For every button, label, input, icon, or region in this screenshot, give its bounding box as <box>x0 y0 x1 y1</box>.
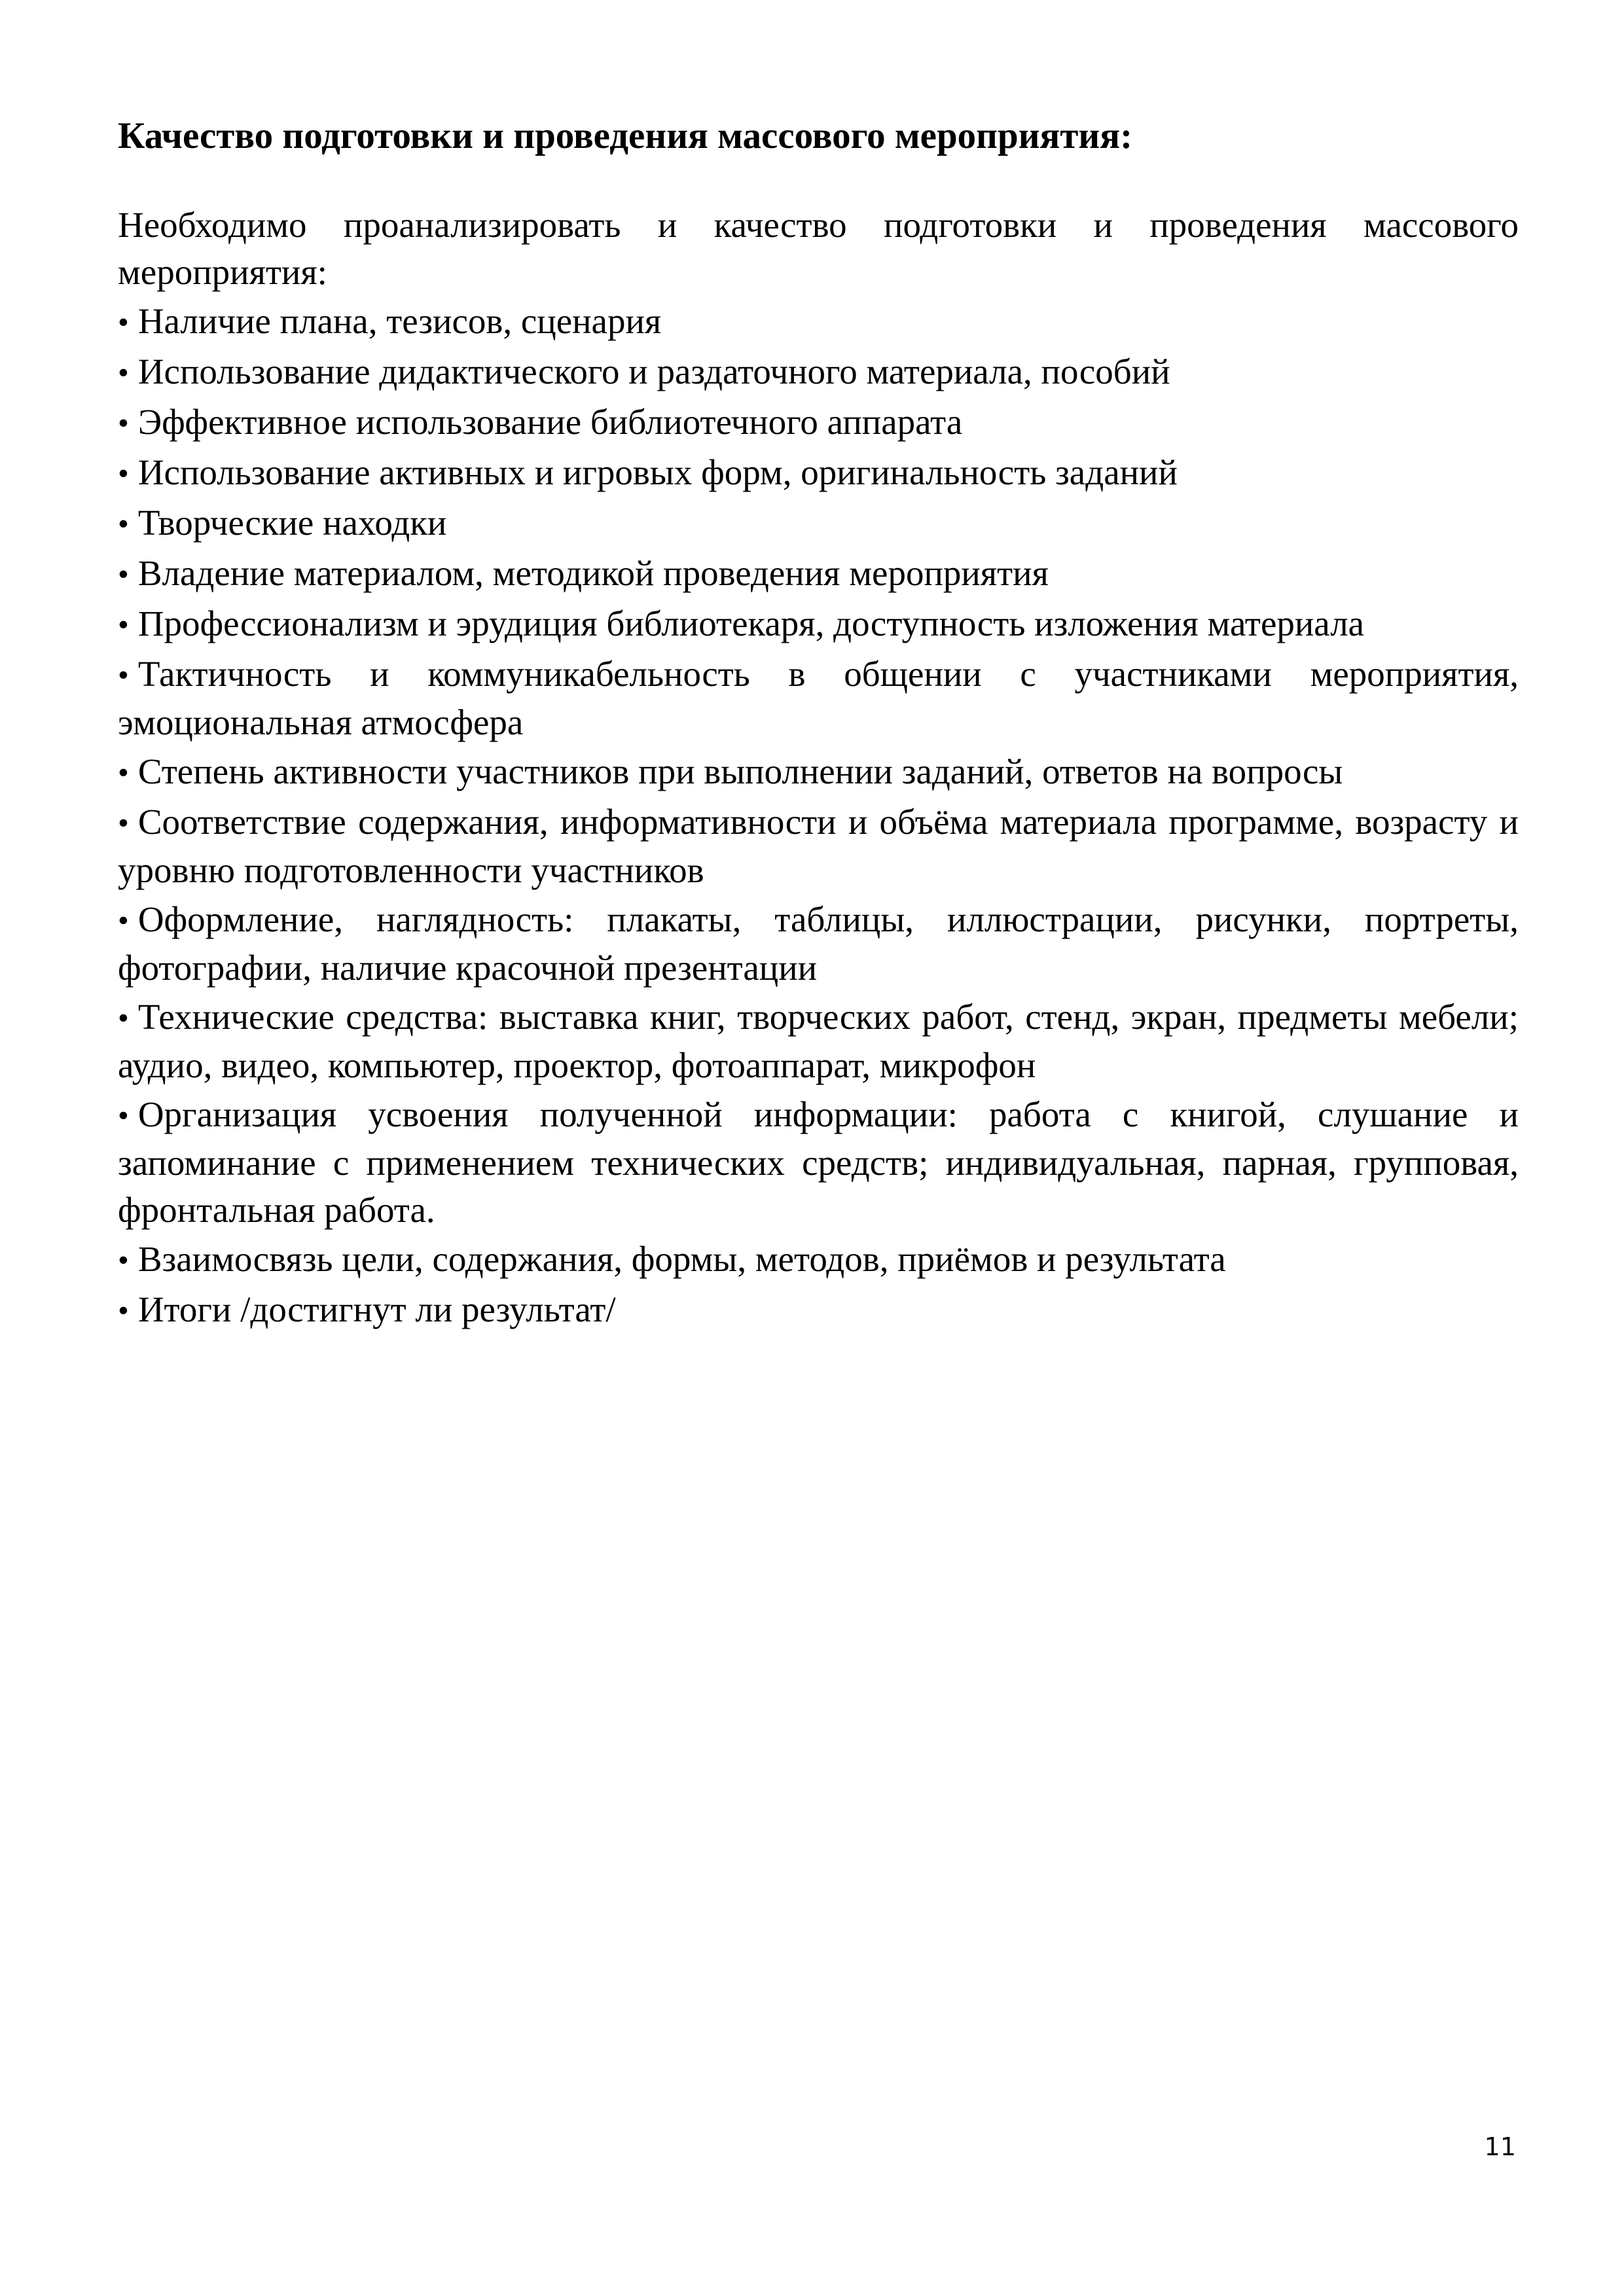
criteria-list <box>118 298 1519 1335</box>
bullet-icon: • <box>118 658 129 692</box>
list-item-text: Оформление, наглядность: плакаты, таблицы, иллюстрации, рисунки, портреты, фотографии, наличие красочной презентации <box>118 899 1519 988</box>
list-item-text: Степень активности участников при выполнении заданий, ответов на вопросы <box>137 751 1343 791</box>
bullet-icon: • <box>118 1001 129 1035</box>
bullet-icon: • <box>118 1293 129 1328</box>
page-content <box>118 110 1519 1335</box>
list-item <box>118 651 1519 746</box>
list-item <box>118 550 1519 598</box>
list-item <box>118 499 1519 548</box>
bullet-icon: • <box>118 903 129 938</box>
page-number: 11 <box>1484 2132 1516 2161</box>
list-item <box>118 1286 1519 1335</box>
bullet-icon: • <box>118 406 129 440</box>
list-item-text: Профессионализм и эрудиция библиотекаря, доступность изложения материала <box>137 603 1365 643</box>
list-item-text: Использование дидактического и раздаточного материала, пособий <box>137 351 1170 391</box>
list-item-text: Владение материалом, методикой проведения мероприятия <box>137 553 1049 593</box>
bullet-icon: • <box>118 755 129 790</box>
list-item-text: Технические средства: выставка книг, творческих работ, стенд, экран, предметы мебели; аудио, видео, компьютер, проектор, фотоаппарат, микрофон <box>118 997 1519 1085</box>
list-item <box>118 348 1519 397</box>
bullet-icon: • <box>118 305 129 340</box>
list-item <box>118 298 1519 346</box>
list-item <box>118 798 1519 894</box>
list-item-text: Организация усвоения полученной информации: работа с книгой, слушание и запоминание с применением технических средств; индивидуальная, парная, групповая, фронтальная работа. <box>118 1094 1519 1230</box>
list-item <box>118 399 1519 447</box>
list-item-text: Эффективное использование библиотечного аппарата <box>137 402 963 442</box>
list-item-text: Взаимосвязь цели, содержания, формы, методов, приёмов и результата <box>137 1239 1226 1279</box>
bullet-icon: • <box>118 507 129 541</box>
list-item <box>118 1236 1519 1284</box>
intro-paragraph: Необходимо проанализировать и качество подготовки и проведения массового мероприятия: <box>118 205 1519 292</box>
bullet-icon: • <box>118 456 129 491</box>
list-item-text: Тактичность и коммуникабельность в общении с участниками мероприятия, эмоциональная атмосфера <box>118 654 1519 742</box>
list-item <box>118 1091 1519 1234</box>
list-item-text: Использование активных и игровых форм, оригинальность заданий <box>137 452 1178 492</box>
bullet-icon: • <box>118 355 129 390</box>
list-item <box>118 994 1519 1089</box>
bullet-icon: • <box>118 1098 129 1133</box>
list-item-text: Соответствие содержания, информативности и объёма материала программе, возрасту и уровню подготовленности участников <box>118 802 1519 890</box>
list-item <box>118 449 1519 497</box>
list-item <box>118 896 1519 992</box>
bullet-icon: • <box>118 557 129 592</box>
list-item-text: Наличие плана, тезисов, сценария <box>137 301 662 341</box>
list-item-text: Творческие находки <box>137 503 447 543</box>
list-item <box>118 748 1519 797</box>
list-item-text: Итоги /достигнут ли результат/ <box>137 1289 616 1329</box>
list-item <box>118 600 1519 649</box>
bullet-icon: • <box>118 1243 129 1278</box>
section-heading: Качество подготовки и проведения массового мероприятия: <box>118 115 1133 156</box>
bullet-icon: • <box>118 806 129 840</box>
bullet-icon: • <box>118 607 129 642</box>
